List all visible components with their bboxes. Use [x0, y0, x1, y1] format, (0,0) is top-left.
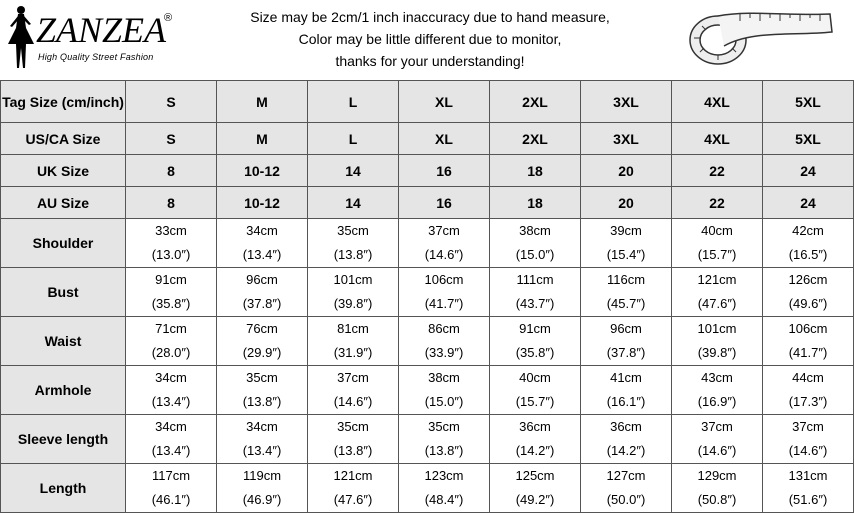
measure-cell: [672, 366, 763, 415]
cm-value: 42cm: [792, 223, 824, 238]
inch-value: (14.6″): [424, 247, 464, 262]
measure-cell: [308, 219, 399, 268]
cm-value: 131cm: [788, 468, 828, 483]
measure-cell: [399, 415, 490, 464]
size-cell: 24: [763, 187, 854, 219]
measuring-tape-icon: [680, 6, 840, 72]
size-cell: 3XL: [581, 81, 672, 123]
size-cell: 4XL: [672, 123, 763, 155]
inch-value: (13.8″): [424, 443, 464, 458]
size-cell: 4XL: [672, 81, 763, 123]
measure-cell: [490, 464, 581, 513]
inch-value: (13.4″): [151, 394, 191, 409]
measure-cell: [126, 464, 217, 513]
measure-row: [1, 268, 854, 317]
inch-value: (13.4″): [242, 247, 282, 262]
measure-cell: [126, 268, 217, 317]
size-row: [1, 155, 854, 187]
cm-value: 106cm: [788, 321, 828, 336]
size-cell: 2XL: [490, 123, 581, 155]
notice-line: Size may be 2cm/1 inch inaccuracy due to hand measure,: [250, 9, 610, 25]
measure-cell: [672, 464, 763, 513]
brand-name: ZANZEA: [36, 10, 167, 50]
cm-value: 43cm: [701, 370, 733, 385]
size-cell: L: [308, 123, 399, 155]
inch-value: (16.9″): [697, 394, 737, 409]
measure-cell: [490, 317, 581, 366]
inch-value: (47.6″): [697, 296, 737, 311]
measure-cell: [308, 317, 399, 366]
inch-value: (14.2″): [515, 443, 555, 458]
inch-value: (15.0″): [515, 247, 555, 262]
measure-cell: [763, 317, 854, 366]
measure-cell: [217, 219, 308, 268]
inch-value: (39.8″): [697, 345, 737, 360]
measure-cell: [490, 366, 581, 415]
cm-value: 121cm: [333, 468, 373, 483]
brand-tagline: High Quality Street Fashion: [38, 52, 154, 62]
measure-cell: [581, 464, 672, 513]
measure-row: [1, 317, 854, 366]
inch-value: (13.8″): [333, 443, 373, 458]
measure-cell: [672, 268, 763, 317]
measure-cell: [126, 366, 217, 415]
size-cell: 24: [763, 155, 854, 187]
inch-value: (49.2″): [515, 492, 555, 507]
notice-line: Color may be little different due to monitor,: [298, 31, 562, 47]
registered-mark: ®: [164, 12, 173, 24]
measure-cell: [308, 268, 399, 317]
cm-value: 81cm: [337, 321, 369, 336]
inch-value: (47.6″): [333, 492, 373, 507]
cm-value: 111cm: [516, 272, 554, 287]
size-cell: M: [217, 123, 308, 155]
cm-value: 129cm: [697, 468, 737, 483]
measure-cell: [581, 366, 672, 415]
cm-value: 37cm: [428, 223, 460, 238]
size-row: [1, 187, 854, 219]
size-cell: M: [217, 81, 308, 123]
row-label: Length: [1, 464, 126, 513]
cm-value: 34cm: [246, 419, 278, 434]
inch-value: (33.9″): [424, 345, 464, 360]
size-cell: 18: [490, 187, 581, 219]
measure-cell: [126, 219, 217, 268]
woman-silhouette-icon: [4, 4, 38, 70]
cm-value: 117cm: [151, 468, 191, 483]
inch-value: (51.6″): [788, 492, 828, 507]
inch-value: (37.8″): [606, 345, 646, 360]
measure-cell: [308, 415, 399, 464]
size-cell: S: [126, 81, 217, 123]
inch-value: (35.8″): [515, 345, 555, 360]
inch-value: (16.1″): [606, 394, 646, 409]
measure-cell: [763, 268, 854, 317]
measure-cell: [763, 464, 854, 513]
inch-value: (13.4″): [242, 443, 282, 458]
inch-value: (13.0″): [151, 247, 191, 262]
row-label: Bust: [1, 268, 126, 317]
inch-value: (28.0″): [151, 345, 191, 360]
inch-value: (37.8″): [242, 296, 282, 311]
measure-cell: [490, 268, 581, 317]
row-label: Waist: [1, 317, 126, 366]
size-row: [1, 123, 854, 155]
size-cell: 10-12: [217, 155, 308, 187]
inch-value: (14.6″): [697, 443, 737, 458]
measure-cell: [308, 464, 399, 513]
notice-text: [210, 6, 650, 72]
inch-value: (13.4″): [151, 443, 191, 458]
inch-value: (13.8″): [333, 247, 373, 262]
inch-value: (14.6″): [333, 394, 373, 409]
inch-value: (14.2″): [606, 443, 646, 458]
cm-value: 34cm: [246, 223, 278, 238]
measure-cell: [581, 317, 672, 366]
cm-value: 37cm: [337, 370, 369, 385]
cm-value: 96cm: [610, 321, 642, 336]
cm-value: 127cm: [606, 468, 646, 483]
size-cell: 8: [126, 155, 217, 187]
header: [0, 0, 854, 80]
cm-value: 33cm: [155, 223, 187, 238]
brand-logo: [4, 4, 184, 72]
measure-cell: [217, 366, 308, 415]
measure-row: [1, 464, 854, 513]
inch-value: (50.8″): [697, 492, 737, 507]
row-label: UK Size: [1, 155, 126, 187]
size-row: [1, 81, 854, 123]
cm-value: 86cm: [428, 321, 460, 336]
size-cell: 8: [126, 187, 217, 219]
cm-value: 40cm: [519, 370, 551, 385]
cm-value: 91cm: [519, 321, 551, 336]
cm-value: 35cm: [428, 419, 460, 434]
cm-value: 40cm: [701, 223, 733, 238]
cm-value: 37cm: [701, 419, 733, 434]
size-cell: 22: [672, 155, 763, 187]
measure-cell: [581, 219, 672, 268]
measure-cell: [581, 268, 672, 317]
row-label: Shoulder: [1, 219, 126, 268]
cm-value: 35cm: [246, 370, 278, 385]
cm-value: 39cm: [610, 223, 642, 238]
measure-cell: [217, 317, 308, 366]
cm-value: 35cm: [337, 223, 369, 238]
inch-value: (35.8″): [151, 296, 191, 311]
measure-cell: [217, 464, 308, 513]
size-cell: XL: [399, 81, 490, 123]
cm-value: 119cm: [242, 468, 282, 483]
measure-cell: [399, 317, 490, 366]
measure-cell: [399, 464, 490, 513]
measure-cell: [581, 415, 672, 464]
measure-cell: [672, 219, 763, 268]
row-label: Tag Size (cm/inch): [1, 81, 126, 123]
measure-cell: [763, 415, 854, 464]
cm-value: 125cm: [515, 468, 555, 483]
size-cell: L: [308, 81, 399, 123]
inch-value: (15.7″): [697, 247, 737, 262]
cm-value: 41cm: [610, 370, 642, 385]
size-cell: 14: [308, 155, 399, 187]
inch-value: (16.5″): [788, 247, 828, 262]
measure-cell: [763, 366, 854, 415]
cm-value: 36cm: [610, 419, 642, 434]
inch-value: (46.1″): [151, 492, 191, 507]
row-label: AU Size: [1, 187, 126, 219]
measure-cell: [217, 268, 308, 317]
cm-value: 123cm: [424, 468, 464, 483]
size-cell: XL: [399, 123, 490, 155]
inch-value: (15.4″): [606, 247, 646, 262]
size-chart-table: [0, 80, 854, 513]
cm-value: 106cm: [424, 272, 464, 287]
size-cell: 5XL: [763, 81, 854, 123]
inch-value: (50.0″): [606, 492, 646, 507]
cm-value: 38cm: [519, 223, 551, 238]
notice-line: thanks for your understanding!: [335, 53, 525, 69]
cm-value: 36cm: [519, 419, 551, 434]
inch-value: (15.7″): [515, 394, 555, 409]
size-cell: 16: [399, 155, 490, 187]
cm-value: 38cm: [428, 370, 460, 385]
cm-value: 101cm: [333, 272, 373, 287]
cm-value: 37cm: [792, 419, 824, 434]
inch-value: (15.0″): [424, 394, 464, 409]
measure-cell: [672, 317, 763, 366]
inch-value: (41.7″): [788, 345, 828, 360]
size-cell: 20: [581, 155, 672, 187]
cm-value: 44cm: [792, 370, 824, 385]
measure-cell: [490, 415, 581, 464]
cm-value: 71cm: [155, 321, 187, 336]
measure-cell: [490, 219, 581, 268]
cm-value: 34cm: [155, 370, 187, 385]
measure-cell: [126, 415, 217, 464]
size-cell: 22: [672, 187, 763, 219]
size-cell: 20: [581, 187, 672, 219]
size-cell: 18: [490, 155, 581, 187]
cm-value: 34cm: [155, 419, 187, 434]
cm-value: 91cm: [155, 272, 187, 287]
inch-value: (41.7″): [424, 296, 464, 311]
inch-value: (48.4″): [424, 492, 464, 507]
cm-value: 35cm: [337, 419, 369, 434]
row-label: Sleeve length: [1, 415, 126, 464]
cm-value: 76cm: [246, 321, 278, 336]
measure-cell: [308, 366, 399, 415]
size-cell: 2XL: [490, 81, 581, 123]
inch-value: (45.7″): [606, 296, 646, 311]
inch-value: (31.9″): [333, 345, 373, 360]
inch-value: (49.6″): [788, 296, 828, 311]
measure-cell: [399, 268, 490, 317]
cm-value: 96cm: [246, 272, 278, 287]
measure-row: [1, 366, 854, 415]
cm-value: 121cm: [697, 272, 737, 287]
measure-row: [1, 415, 854, 464]
size-cell: 10-12: [217, 187, 308, 219]
cm-value: 116cm: [606, 272, 646, 287]
row-label: US/CA Size: [1, 123, 126, 155]
size-cell: S: [126, 123, 217, 155]
inch-value: (29.9″): [242, 345, 282, 360]
inch-value: (43.7″): [515, 296, 555, 311]
measure-cell: [217, 415, 308, 464]
measure-cell: [763, 219, 854, 268]
inch-value: (17.3″): [788, 394, 828, 409]
size-cell: 14: [308, 187, 399, 219]
size-cell: 16: [399, 187, 490, 219]
cm-value: 126cm: [788, 272, 828, 287]
size-cell: 5XL: [763, 123, 854, 155]
size-cell: 3XL: [581, 123, 672, 155]
measure-cell: [126, 317, 217, 366]
measure-cell: [399, 366, 490, 415]
inch-value: (13.8″): [242, 394, 282, 409]
measure-cell: [399, 219, 490, 268]
row-label: Armhole: [1, 366, 126, 415]
inch-value: (46.9″): [242, 492, 282, 507]
inch-value: (14.6″): [788, 443, 828, 458]
cm-value: 101cm: [697, 321, 737, 336]
measure-row: [1, 219, 854, 268]
inch-value: (39.8″): [333, 296, 373, 311]
measure-cell: [672, 415, 763, 464]
